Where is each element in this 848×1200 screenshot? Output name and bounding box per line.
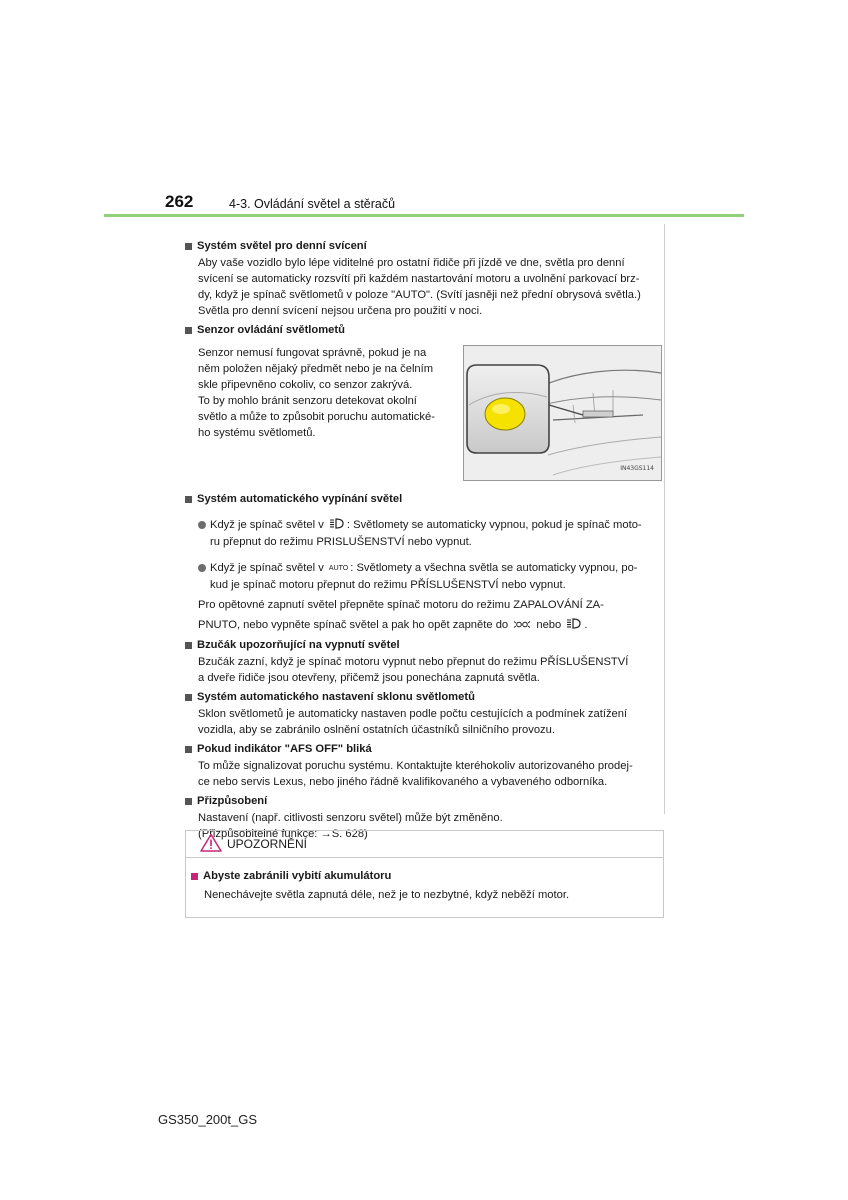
bullet-dot-icon	[198, 521, 206, 529]
section-title-leveling: Systém automatického nastavení sklonu světlometů	[185, 689, 665, 705]
section-title-buzzer: Bzučák upozorňující na vypnutí světel	[185, 637, 665, 653]
section-title-custom: Přizpůsobení	[185, 793, 665, 809]
headlight-icon	[566, 618, 582, 634]
figure-code: IN43GS114	[620, 465, 654, 472]
drl-paragraph: Aby vaše vozidlo bylo lépe viditelné pro ostatní řidiče při jízdě ve dne, světla pro denní svícení se automaticky rozsvítí při každém nastartování motoru a uvolnění parkovací brz- dy, když je spínač světlometů v poloze "AUTO". (Svítí jasněji než přední obrysová světla.) Světla pro denní svícení nejsou určena pro použití v noci.	[198, 257, 641, 317]
custom-paragraph: Nastavení (např. citlivosti senzoru světel) může být změněno. (Přizpůsobitelné funkce: →S. 628)	[198, 812, 503, 840]
square-bullet-icon	[185, 327, 192, 334]
warning-triangle-icon	[200, 833, 227, 855]
page-number: 262	[165, 192, 194, 211]
warning-header	[186, 831, 663, 858]
sensor-block	[185, 339, 665, 481]
square-bullet-icon	[185, 746, 192, 753]
section-title-afs: Pokud indikátor "AFS OFF" bliká	[185, 741, 665, 757]
warning-text: Nenechávejte světla zapnutá déle, než je to nezbytné, když neběží motor.	[204, 889, 570, 901]
chapter-title: 4-3. Ovládání světel a stěračů	[229, 197, 396, 211]
header-rule	[104, 214, 744, 217]
square-bullet-icon	[185, 798, 192, 805]
section-title-auto-off: Systém automatického vypínání světel	[185, 491, 665, 507]
square-bullet-icon	[191, 873, 198, 880]
sensor-illustration	[463, 345, 662, 481]
auto-off-bullets	[185, 517, 665, 593]
auto-label: AUTO	[328, 565, 349, 572]
square-bullet-icon	[185, 694, 192, 701]
footer-model: GS350_200t_GS	[158, 1112, 258, 1127]
auto-off-note: Pro opětovné zapnutí světel přepněte spínač motoru do režimu ZAPALOVÁNÍ ZA- PNUTO, nebo vypněte spínač světel a pak ho opět zapněte do nebo .	[185, 597, 665, 634]
warning-heading: UPOZORNĚNÍ	[227, 837, 308, 851]
page-header	[0, 190, 848, 220]
square-bullet-icon	[185, 496, 192, 503]
warning-body	[186, 858, 663, 904]
warning-box	[185, 830, 664, 918]
tail-light-icon	[513, 618, 531, 634]
warning-title: Abyste zabránili vybití akumulátoru	[191, 867, 663, 885]
square-bullet-icon	[185, 243, 192, 250]
sensor-paragraph: Senzor nemusí fungovat správně, pokud je na něm položen nějaký předmět nebo je na čelním skle připevněno cokoliv, co senzor zakrývá. To by mohlo bránit senzoru detekovat okolní světlo a může to způsobit poruchu automatické- ho systému světlometů.	[198, 347, 435, 439]
headlight-icon	[329, 518, 345, 534]
main-content	[185, 238, 665, 845]
afs-paragraph: To může signalizovat poruchu systému. Kontaktujte kteréhokoliv autorizovaného prodej- ce nebo servis Lexus, nebo jiného řádně kvalifikovaného a vybaveného odborníka.	[198, 760, 633, 788]
list-item: Když je spínač světel v : Světlomety se automaticky vypnou, pokud je spínač moto- ru přepnut do režimu PRISLUŠENSTVÍ nebo vypnut.	[198, 517, 665, 550]
leveling-paragraph: Sklon světlometů je automaticky nastaven podle počtu cestujících a podmínek zatížení vozidla, aby se zabránilo oslnění ostatních účastníků silničního provozu.	[198, 708, 628, 736]
buzzer-paragraph: Bzučák zazní, když je spínač motoru vypnut nebo přepnut do režimu PŘÍSLUŠENSTVÍ a dveře řidiče jsou otevřeny, přičemž jsou ponechána zapnutá světla.	[198, 656, 629, 684]
bullet-dot-icon	[198, 564, 206, 572]
square-bullet-icon	[185, 642, 192, 649]
section-title-drl: Systém světel pro denní svícení	[185, 238, 665, 254]
section-title-sensor: Senzor ovládání světlometů	[185, 322, 665, 338]
list-item: Když je spínač světel v AUTO : Světlomety a všechna světla se automaticky vypnou, po- kud je spínač motoru přepnut do režimu PŘÍSLUŠENSTVÍ nebo vypnut.	[198, 560, 665, 593]
